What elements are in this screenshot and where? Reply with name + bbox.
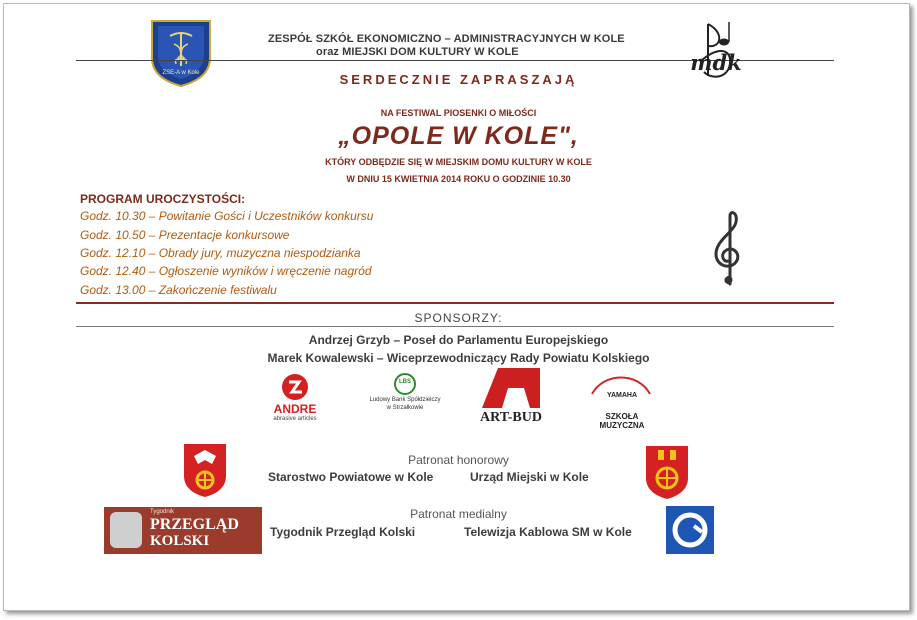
media-patronage-title: Patronat medialny <box>410 507 507 521</box>
lbs-bank-logo <box>364 372 446 430</box>
festival-intro: NA FESTIWAL PIOSENKI O MIŁOŚCI <box>380 108 537 118</box>
program-item: Godz. 13.00 – Zakończenie festiwalu <box>80 283 277 297</box>
sponsors-title: SPONSORZY: <box>414 311 503 325</box>
yamaha-school-text: SZKOŁA MUZYCZNA <box>599 412 645 430</box>
honorary-patron-urzad: Urząd Miejski w Kole <box>470 470 589 484</box>
section-divider <box>76 302 834 304</box>
media-patron-telewizja: Telewizja Kablowa SM w Kole <box>464 525 632 539</box>
header-mdk-line: oraz MIEJSKI DOM KULTURY W KOLE <box>316 46 519 58</box>
honorary-patronage-title: Patronat honorowy <box>408 453 509 467</box>
program-item: Godz. 12.10 – Obrady jury, muzyczna niespodzianka <box>80 246 361 260</box>
yamaha-brand-text: YAMAHA <box>606 392 638 399</box>
treble-clef-icon <box>706 208 750 292</box>
program-item: Godz. 12.40 – Ogłoszenie wyników i wręczenie nagród <box>80 264 372 278</box>
sponsors-rule <box>76 326 834 327</box>
przeglad-title-line1: PRZEGLĄD <box>150 516 239 533</box>
program-item: Godz. 10.50 – Prezentacje konkursowe <box>80 228 290 242</box>
festival-place: KTÓRY ODBĘDZIE SIĘ W MIEJSKIM DOMU KULTURY W KOLE <box>325 157 592 167</box>
andre-logo-subtext: abrasive articles <box>273 416 317 422</box>
media-patron-tygodnik: Tygodnik Przegląd Kolski <box>270 525 416 539</box>
festival-date: W DNIU 15 KWIETNIA 2014 ROKU O GODZINIE 10.30 <box>346 174 571 184</box>
art-bud-logo <box>478 366 544 434</box>
przeglad-title-line2: KOLSKI <box>150 533 210 549</box>
kolo-town-coat-of-arms <box>644 444 690 500</box>
mdk-logo-text: mdk <box>690 50 742 75</box>
telewizja-sm-logo <box>666 506 714 554</box>
program-title: PROGRAM UROCZYSTOŚCI: <box>80 192 246 206</box>
sponsor-person: Marek Kowalewski – Wiceprzewodniczący Rady Powiatu Kolskiego <box>267 351 650 365</box>
school-crest-caption: ZSE-A w Kole <box>162 70 200 76</box>
art-bud-text: ART-BUD <box>479 410 542 425</box>
header-school-line: ZESPÓŁ SZKÓŁ EKONOMICZNO – ADMINISTRACYJNYCH W KOLE <box>268 33 625 45</box>
festival-name: „OPOLE W KOLE", <box>338 122 579 150</box>
program-item: Godz. 10.30 – Powitanie Gości i Uczestników konkursu <box>80 209 374 223</box>
lbs-name-line2: w Strzałkowie <box>386 405 424 411</box>
przeglad-small-text: Tygodnik <box>150 509 175 515</box>
andre-logo-text: ANDRE <box>273 402 317 416</box>
sponsor-person: Andrzej Grzyb – Poseł do Parlamentu Europejskiego <box>308 333 609 347</box>
lbs-mark: LBS <box>399 379 411 385</box>
yamaha-school-logo <box>584 372 660 430</box>
powiat-coat-of-arms <box>182 442 228 498</box>
honorary-patron-starostwo: Starostwo Powiatowe w Kole <box>268 470 434 484</box>
andre-logo <box>262 372 328 428</box>
invitation-heading: SERDECZNIE ZAPRASZAJĄ <box>339 72 578 87</box>
lbs-name-line1: Ludowy Bank Spółdzielczy <box>369 397 441 403</box>
